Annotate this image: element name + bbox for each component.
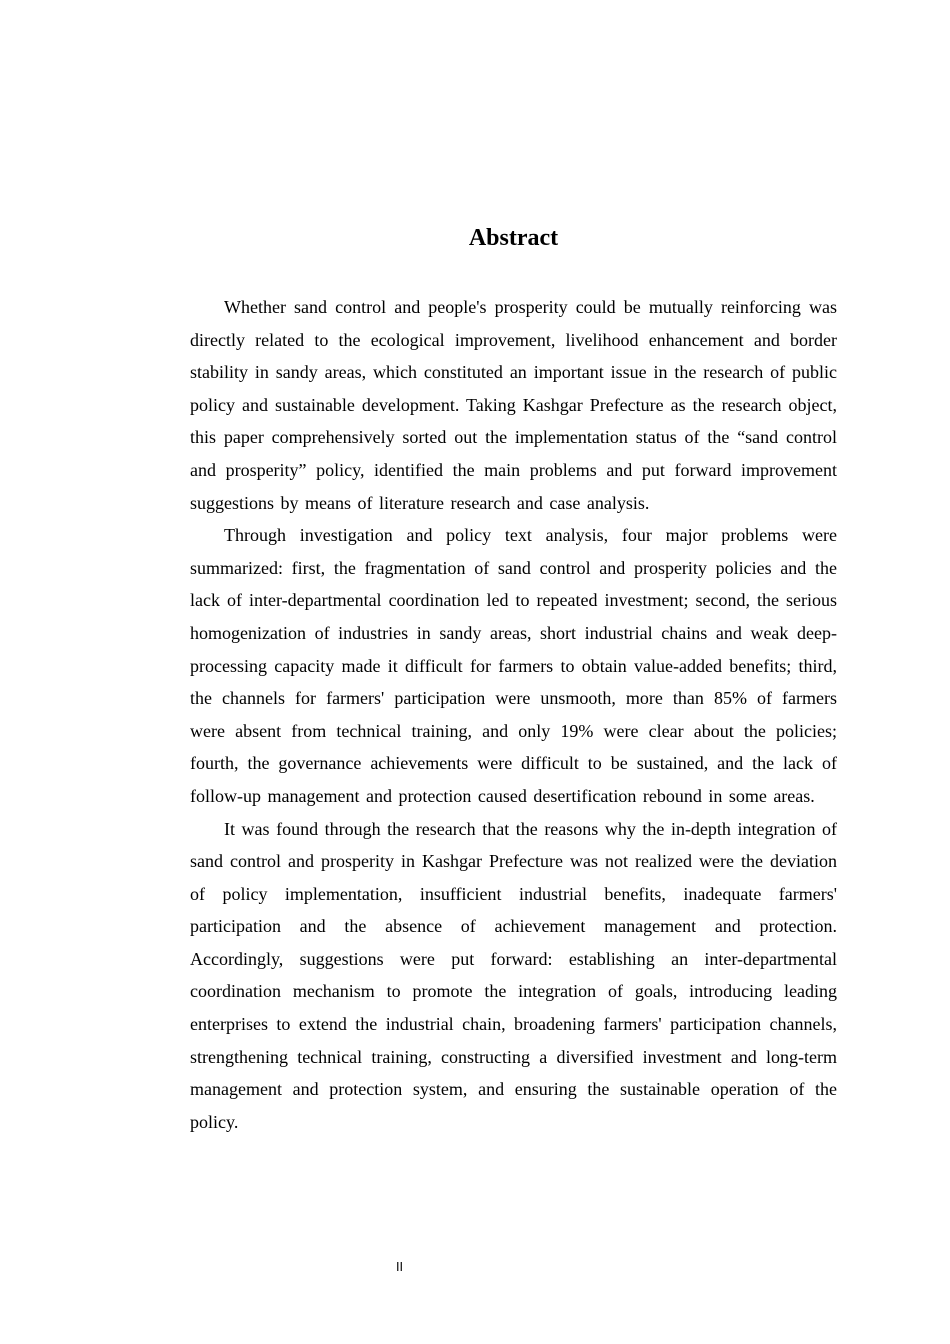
abstract-paragraph-2: Through investigation and policy text analysis, four major problems were summarized: first, the fragmentation of sand control and prosperity policies and the lack of inter-departmental coordination led to repeated investment; second, the serious homogenization of industries in sandy areas, short industrial chains and weak deep-processing capacity made it difficult for farmers to obtain value-added benefits; third, the channels for farmers' participation were unsmooth, more than 85% of farmers were absent from technical training, and only 19% were clear about the policies; fourth, the governance achievements were difficult to be sustained, and the lack of follow-up management and protection caused desertification rebound in some areas.	[190, 525, 837, 806]
abstract-body	[190, 291, 837, 1138]
page-number: II	[396, 1260, 404, 1274]
abstract-paragraph-3: It was found through the research that the reasons why the in-depth integration of sand control and prosperity in Kashgar Prefecture was not realized were the deviation of policy implementation, insufficient industrial benefits, inadequate farmers' participation and the absence of achievement management and protection. Accordingly, suggestions were put forward: establishing an inter-departmental coordination mechanism to promote the integration of goals, introducing leading enterprises to extend the industrial chain, broadening farmers' participation channels, strengthening technical training, constructing a diversified investment and long-term management and protection system, and ensuring the sustainable operation of the policy.	[190, 818, 837, 1132]
abstract-paragraph-1: Whether sand control and people's prosperity could be mutually reinforcing was directly related to the ecological improvement, livelihood enhancement and border stability in sandy areas, which constituted an important issue in the research of public policy and sustainable development. Taking Kashgar Prefecture as the research object, this paper comprehensively sorted out the implementation status of the “sand control and prosperity” policy, identified the main problems and put forward improvement suggestions by means of literature research and case analysis.	[190, 297, 837, 513]
abstract-title: Abstract	[468, 225, 559, 251]
